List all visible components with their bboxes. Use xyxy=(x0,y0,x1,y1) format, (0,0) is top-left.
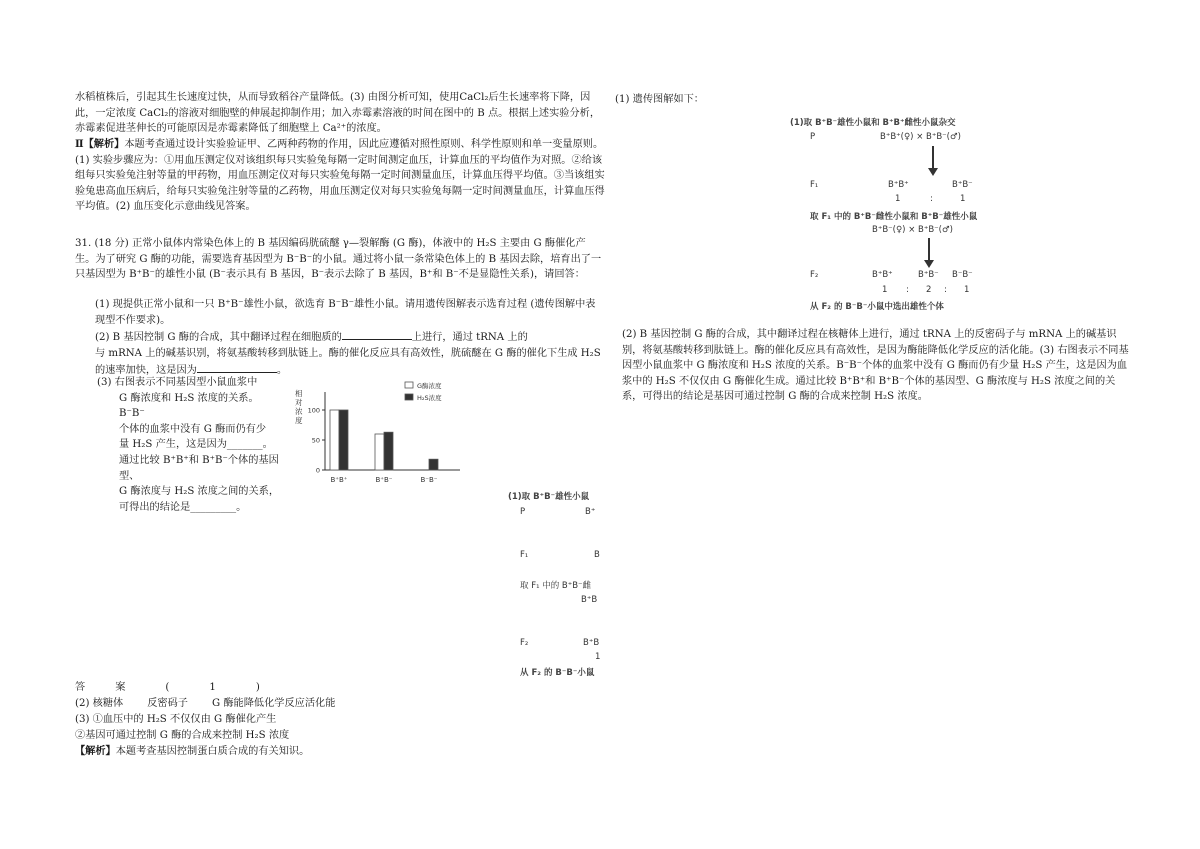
partial-diagram-final: 从 F₂ 的 B⁻B⁻小鼠 xyxy=(520,668,595,678)
diagram-f2-colon-2: : xyxy=(944,285,947,295)
right-intro: (1) 遗传图解如下： xyxy=(615,94,704,105)
diagram-f2-genotype-3: B⁻B⁻ xyxy=(952,270,973,280)
arrow-down-icon xyxy=(928,168,938,176)
q2-text-c: 与 mRNA 上的碱基识别，将氨基酸转移到肽链上。酶的催化反应具有高效性，胱硫醚在 G 酶的催化下生成 H₂S 的速率加快，这是因为 xyxy=(95,347,601,377)
chart-bar xyxy=(339,410,348,470)
diagram-p-label: P xyxy=(810,132,816,142)
diagram-f2-ratio-3: 1 xyxy=(964,285,970,295)
answer-part3: (3) ①血压中的 H₂S 不仅仅由 G 酶催化产生 xyxy=(75,714,277,725)
chart-legend-label: H₂S浓度 xyxy=(417,394,442,402)
chart-legend-label: G酶浓度 xyxy=(417,382,442,390)
partial-diagram-f2-genotype: B⁺B xyxy=(583,638,600,648)
blank-reason[interactable] xyxy=(197,361,277,373)
diagram-f2-genotype-2: B⁺B⁻ xyxy=(918,270,939,280)
chart-legend xyxy=(405,381,442,402)
question-31-part3 xyxy=(97,375,282,515)
chart-legend-swatch xyxy=(405,382,413,388)
chart-bars xyxy=(330,410,438,470)
diagram-f2-genotype-1: B⁺B⁺ xyxy=(872,270,893,280)
question-31-part1: (1) 现提供正常小鼠和一只 B⁺B⁻雄性小鼠，欲选育 B⁻B⁻雄性小鼠。请用遗传图解表示选育过程 (遗传图解中表现型不作要求)。 xyxy=(95,299,596,326)
chart-legend-swatch xyxy=(405,394,413,400)
chart-ylabel-char: 度 xyxy=(295,416,303,425)
partial-diagram-p-label: P xyxy=(520,507,526,517)
q3-line: 量 H₂S 产生，这是因为_______。 xyxy=(119,439,273,451)
diagram-f1-ratio-2: 1 xyxy=(960,194,966,204)
q3-line: 可得出的结论是_________。 xyxy=(119,501,247,513)
diagram-f2-label: F₂ xyxy=(810,270,819,280)
partial-diagram-f1-genotype: B xyxy=(594,550,600,560)
chart-x-label: B⁺B⁺ xyxy=(330,476,348,484)
question-31-part2: (2) B 基因控制 G 酶的合成，其中翻译过程在细胞质的 上进行，通过 tRNA 上的 与 mRNA 上的碱基识别，将氨基酸转移到肽链上。酶的催化反应具有高效性，胱硫醚在 G 酶的催化下生成 H₂S 的速率加快，这是因为 。 xyxy=(95,328,605,379)
paragraph-analysis-ii xyxy=(75,137,605,215)
diagram-final: 从 F₂ 的 B⁻B⁻小鼠中选出雄性个体 xyxy=(810,302,944,312)
partial-diagram-p-genotype: B⁺ xyxy=(585,507,596,517)
analysis-label: Ⅱ【解析】 xyxy=(75,138,125,150)
diagram-f2-ratio-2: 2 xyxy=(926,285,932,295)
diagram-f1-label: F₁ xyxy=(810,180,819,190)
chart-ylabel-char: 浓 xyxy=(295,407,303,416)
q3-line: G 酶浓度和 H₂S 浓度的关系。B⁻B⁻ xyxy=(119,392,259,420)
partial-diagram-f1-label: F₁ xyxy=(520,550,529,560)
paragraph-gibberellin: 水稻植株后，引起其生长速度过快，从而导致稻谷产量降低。(3) 由图分析可知，使用CaCl₂后生长速率将下降，因此，一定浓度 CaCl₂的溶液对细胞壁的伸展起抑制作用；加入赤霉素溶液的时间在图中的 B 点。根据上述实验分析，赤霉素促进茎伸长的可能原因是赤霉素降低了细胞壁上 Ca²⁺的浓度。 xyxy=(75,92,601,135)
answer-analysis: 【解析】本题考查基因控制蛋白质合成的有关知识。 xyxy=(75,745,310,757)
chart-y-tick-label: 0 xyxy=(315,466,320,475)
arrow-shaft-2 xyxy=(928,238,930,262)
diagram-title: (1)取 B⁺B⁻雄性小鼠和 B⁺B⁺雌性小鼠杂交 xyxy=(790,118,956,128)
chart-ylabel-char: 对 xyxy=(295,398,303,407)
partial-diagram-select: 取 F₁ 中的 B⁺B⁻雌 xyxy=(520,581,592,591)
partial-diagram-f2-label: F₂ xyxy=(520,638,529,648)
blank-organelle[interactable] xyxy=(342,328,412,340)
diagram-p-cross: B⁺B⁺(♀) × B⁺B⁻(♂) xyxy=(880,132,961,142)
q3-line: (3) 右图表示不同基因型小鼠血浆中 xyxy=(97,377,258,388)
answer-heading: 答 案 ( 1 ) xyxy=(75,682,260,693)
enzyme-concentration-chart xyxy=(285,378,475,488)
chart-svg xyxy=(285,378,475,488)
diagram-f2-ratio-1: 1 xyxy=(882,285,888,295)
chart-y-tick-label: 50 xyxy=(311,436,320,445)
diagram-cross-2: B⁺B⁻(♀) × B⁺B⁻(♂) xyxy=(872,225,953,235)
chart-x-label: B⁻B⁻ xyxy=(420,476,438,484)
chart-ylabel-char: 相 xyxy=(295,389,303,398)
partial-diagram-cross: B⁺B xyxy=(581,595,598,605)
chart-y-tick-label: 100 xyxy=(307,406,320,415)
right-explanation: (2) B 基因控制 G 酶的合成，其中翻译过程在核糖体上进行，通过 tRNA 上的反密码子与 mRNA 上的碱基识别，将氨基酸转移到肽链上。酶的催化反应具有高效性，是因为酶能降低化学反应的活化能。(3) 右图表示不同基因型小鼠血浆中 G 酶浓度和 H₂S 浓度的关系。B⁻B⁻个体的血浆中没有 G 酶而仍有少量 H₂S 产生，这是因为血浆中的 H₂S 不仅仅由 G 酶催化生成。通过比较 B⁺B⁺和 B⁺B⁻个体的基因型、G 酶浓度与 H₂S 浓度之间的关系，可得出的结论是基因可通过控制 G 酶的合成来控制 H₂S 浓度。 xyxy=(622,329,1129,403)
partial-diagram-ratio: 1 xyxy=(595,652,601,662)
q2-text-a: (2) B 基因控制 G 酶的合成，其中翻译过程在细胞质的 xyxy=(95,332,342,343)
diagram-f1-ratio-1: 1 xyxy=(895,194,901,204)
diagram-select: 取 F₁ 中的 B⁺B⁻雌性小鼠和 B⁺B⁻雄性小鼠 xyxy=(810,212,978,222)
chart-x-label: B⁺B⁻ xyxy=(375,476,393,484)
analysis-text: 本题考查通过设计实验验证甲、乙两种药物的作用，因此应遵循对照性原则、科学性原则和单一变量原则。(1) 实验步骤应为：①用血压测定仪对该组织每只实验兔每隔一定时间测定血压，计算血压的平均值作为对照。②给该组每只实验兔注射等量的甲药物，用血压测定仪对每只实验兔每隔一定时间测量血压，计算血压得平均值。③当该组实验兔患高血压病后，给每只实验兔注射等量的乙药物，用血压测定仪对每只实验兔每隔一定时间测量血压，计算血压得平均值。(2) 血压变化示意曲线见答案。 xyxy=(75,139,605,213)
diagram-f1-genotype-1: B⁺B⁺ xyxy=(888,180,909,190)
chart-xlabels xyxy=(331,476,438,484)
chart-bar xyxy=(429,459,438,470)
partial-diagram-title: (1)取 B⁺B⁻雄性小鼠 xyxy=(508,492,590,502)
chart-bar xyxy=(384,432,393,470)
diagram-f2-colon-1: : xyxy=(906,285,909,295)
answer-part3b: ②基因可通过控制 G 酶的合成来控制 H₂S 浓度 xyxy=(75,730,290,741)
answer-part2: (2) 核糖体 反密码子 G 酶能降低化学反应活化能 xyxy=(75,698,336,709)
diagram-f1-colon: : xyxy=(930,194,933,204)
q3-line: G 酶浓度与 H₂S 浓度之间的关系， xyxy=(119,486,280,498)
chart-bar xyxy=(375,434,384,470)
q2-text-b: 上进行，通过 tRNA 上的 xyxy=(411,332,528,343)
diagram-f1-genotype-2: B⁺B⁻ xyxy=(952,180,973,190)
chart-bar xyxy=(330,410,339,470)
q3-line: 个体的血浆中没有 G 酶而仍有少 xyxy=(119,423,267,435)
question-31-stem: 31. (18 分) 正常小鼠体内常染色体上的 B 基因编码胱硫醚 γ—裂解酶 (G 酶)，体液中的 H₂S 主要由 G 酶催化产生。为了研究 G 酶的功能，需要选育基因型为 B⁻B⁻的小鼠。通过将小鼠一条常染色体上的 B 基因去除，培育出了一只基因型为 B⁺B⁻的雄性小鼠 (B⁻表示具有 B 基因，B⁻表示去除了 B 基因，B⁺和 B⁻不是显隐性关系)，请回答： xyxy=(75,238,602,281)
arrow-shaft-1 xyxy=(932,146,934,170)
arrow-down-icon xyxy=(924,260,934,268)
q3-line: 通过比较 B⁺B⁺和 B⁺B⁻个体的基因型、 xyxy=(119,454,279,482)
